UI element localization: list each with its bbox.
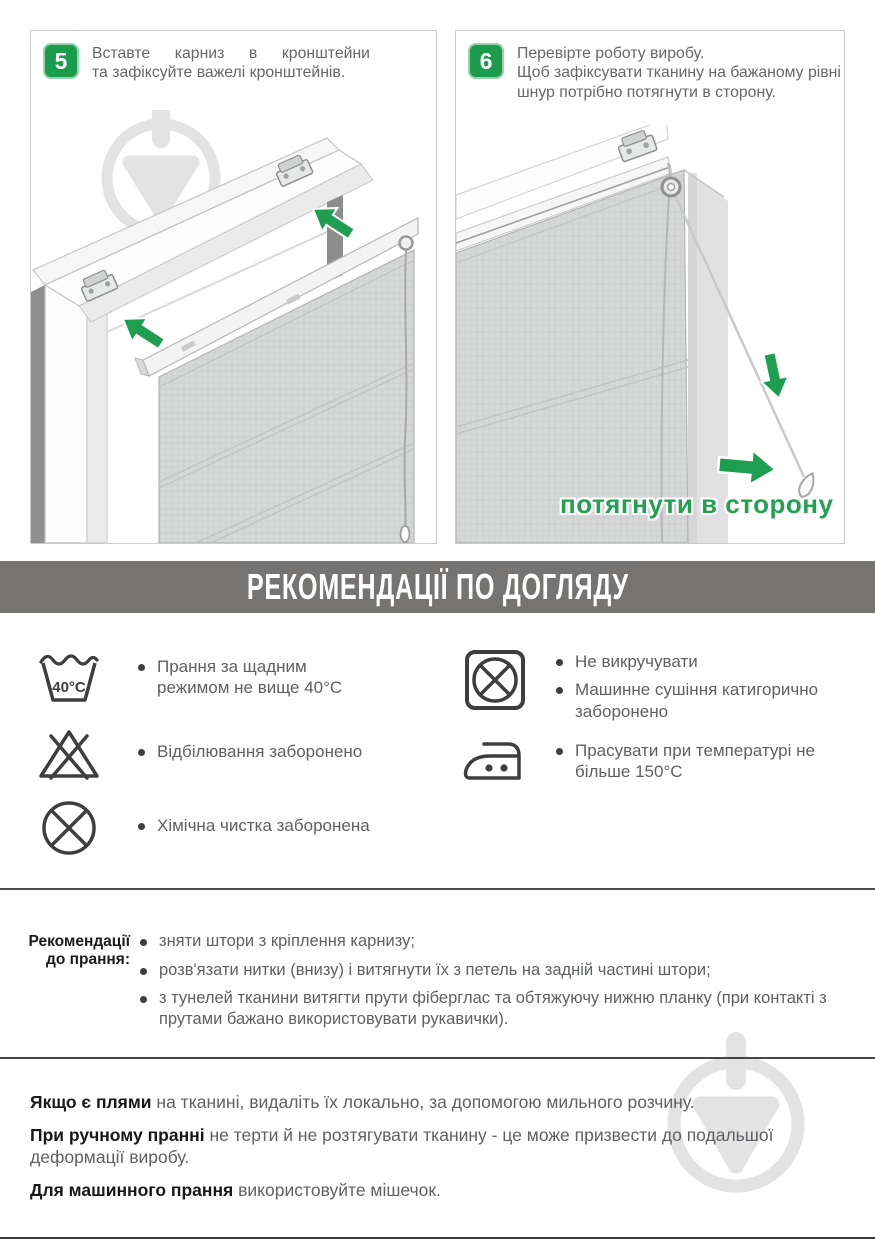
care-bleach-bullets [134, 741, 394, 769]
step5-line2: та зафіксуйте важелі кронштейнів. [92, 64, 346, 82]
washing-label-line1: Рекомендації [28, 933, 130, 950]
care-bullet: Машинне сушіння катигорично заборонено [552, 679, 854, 722]
care-bullet: Прасувати при температурі не більше 150°C [552, 740, 842, 783]
care-dryclean-bullets [134, 815, 394, 843]
svg-text:40°C: 40°C [52, 679, 86, 696]
step6-illustration [456, 125, 844, 543]
care-bullet: Відбілювання заборонено [134, 741, 394, 762]
step6-line1: Перевірте роботу виробу. [517, 45, 705, 62]
step6-line2: Щоб зафіксувати тканину на бажаному рівні [517, 64, 841, 82]
washing-label-line2: до прання: [46, 951, 130, 969]
care-iron-bullets [552, 740, 842, 790]
wash-tub-40-icon [36, 648, 102, 704]
tip-hand-wash [30, 1125, 848, 1169]
tip-text: використовуйте мішечок. [233, 1179, 441, 1200]
step5-illustration [31, 110, 436, 543]
grommet [400, 237, 413, 250]
divider [0, 888, 875, 890]
care-wash-bullets [134, 656, 372, 706]
care-banner [0, 561, 875, 613]
step6-line3: шнур потрібно потягнути в сторону. [517, 83, 776, 101]
wall-edge [31, 285, 45, 543]
tip-text: не терти й не розтягувати тканину - це може призвести до подальшої деформації виробу. [30, 1124, 774, 1167]
care-bullet: Не викручувати [552, 651, 854, 672]
tip-bold: Якщо є плями [30, 1092, 152, 1112]
care-item-no-bleach [36, 724, 394, 782]
divider [0, 1057, 875, 1059]
step6-header [468, 43, 841, 102]
step5-number-badge: 5 [43, 43, 79, 79]
care-bullet: Прання за щадним режимом не вище 40°C [134, 656, 372, 699]
tip-machine-wash [30, 1180, 848, 1202]
step5-line1: Вставте карниз в кронштейни [92, 45, 370, 62]
washing-step: розв'язати нитки (внизу) і витягнути їх з петель на задній частині штори; [136, 960, 848, 981]
washing-recs-label [22, 933, 130, 970]
step6-panel [455, 30, 845, 544]
care-item-iron [462, 736, 842, 790]
care-item-no-dry-clean [36, 798, 394, 858]
iron-150-icon [462, 736, 528, 786]
step6-number-badge: 6 [468, 43, 504, 79]
no-tumble-dry-icon [462, 648, 528, 712]
care-banner-title: РЕКОМЕНДАЦІЇ ПО ДОГЛЯДУ [246, 566, 629, 607]
arrow-pull-down-icon [756, 351, 793, 402]
pull-aside-label: потягнути в сторону [560, 489, 834, 519]
tip-stains [30, 1092, 848, 1114]
tip-bold: При ручному пранні [30, 1124, 205, 1145]
step5-header [43, 43, 428, 83]
step6-text [517, 43, 841, 102]
care-tips [30, 1092, 848, 1213]
care-tumble-bullets [552, 651, 854, 729]
no-bleach-icon [36, 724, 102, 782]
tip-text: на тканині, видаліть їх локально, за допомогою мильного розчину. [151, 1092, 695, 1112]
arrow-to-bracket-left-icon [115, 307, 169, 356]
washing-step: з тунелей тканини витягти прути фіберглас та обтяжуючу нижню планку (при контакті з прутами бажано використовувати рукавички). [136, 988, 848, 1029]
washing-recs-list [136, 931, 848, 1038]
care-item-wash [36, 648, 372, 706]
care-bullet: Хімічна чистка заборонена [134, 815, 394, 836]
step5-panel [30, 30, 437, 544]
no-dry-clean-icon [36, 798, 102, 858]
washing-step: зняти штори з кріплення карнизу; [136, 931, 848, 952]
page-bottom-edge [0, 1237, 875, 1239]
cord-weight [401, 526, 410, 542]
care-item-no-tumble-dry [462, 648, 854, 729]
tip-bold: Для машинного прання [30, 1179, 234, 1200]
step5-text [92, 43, 370, 83]
